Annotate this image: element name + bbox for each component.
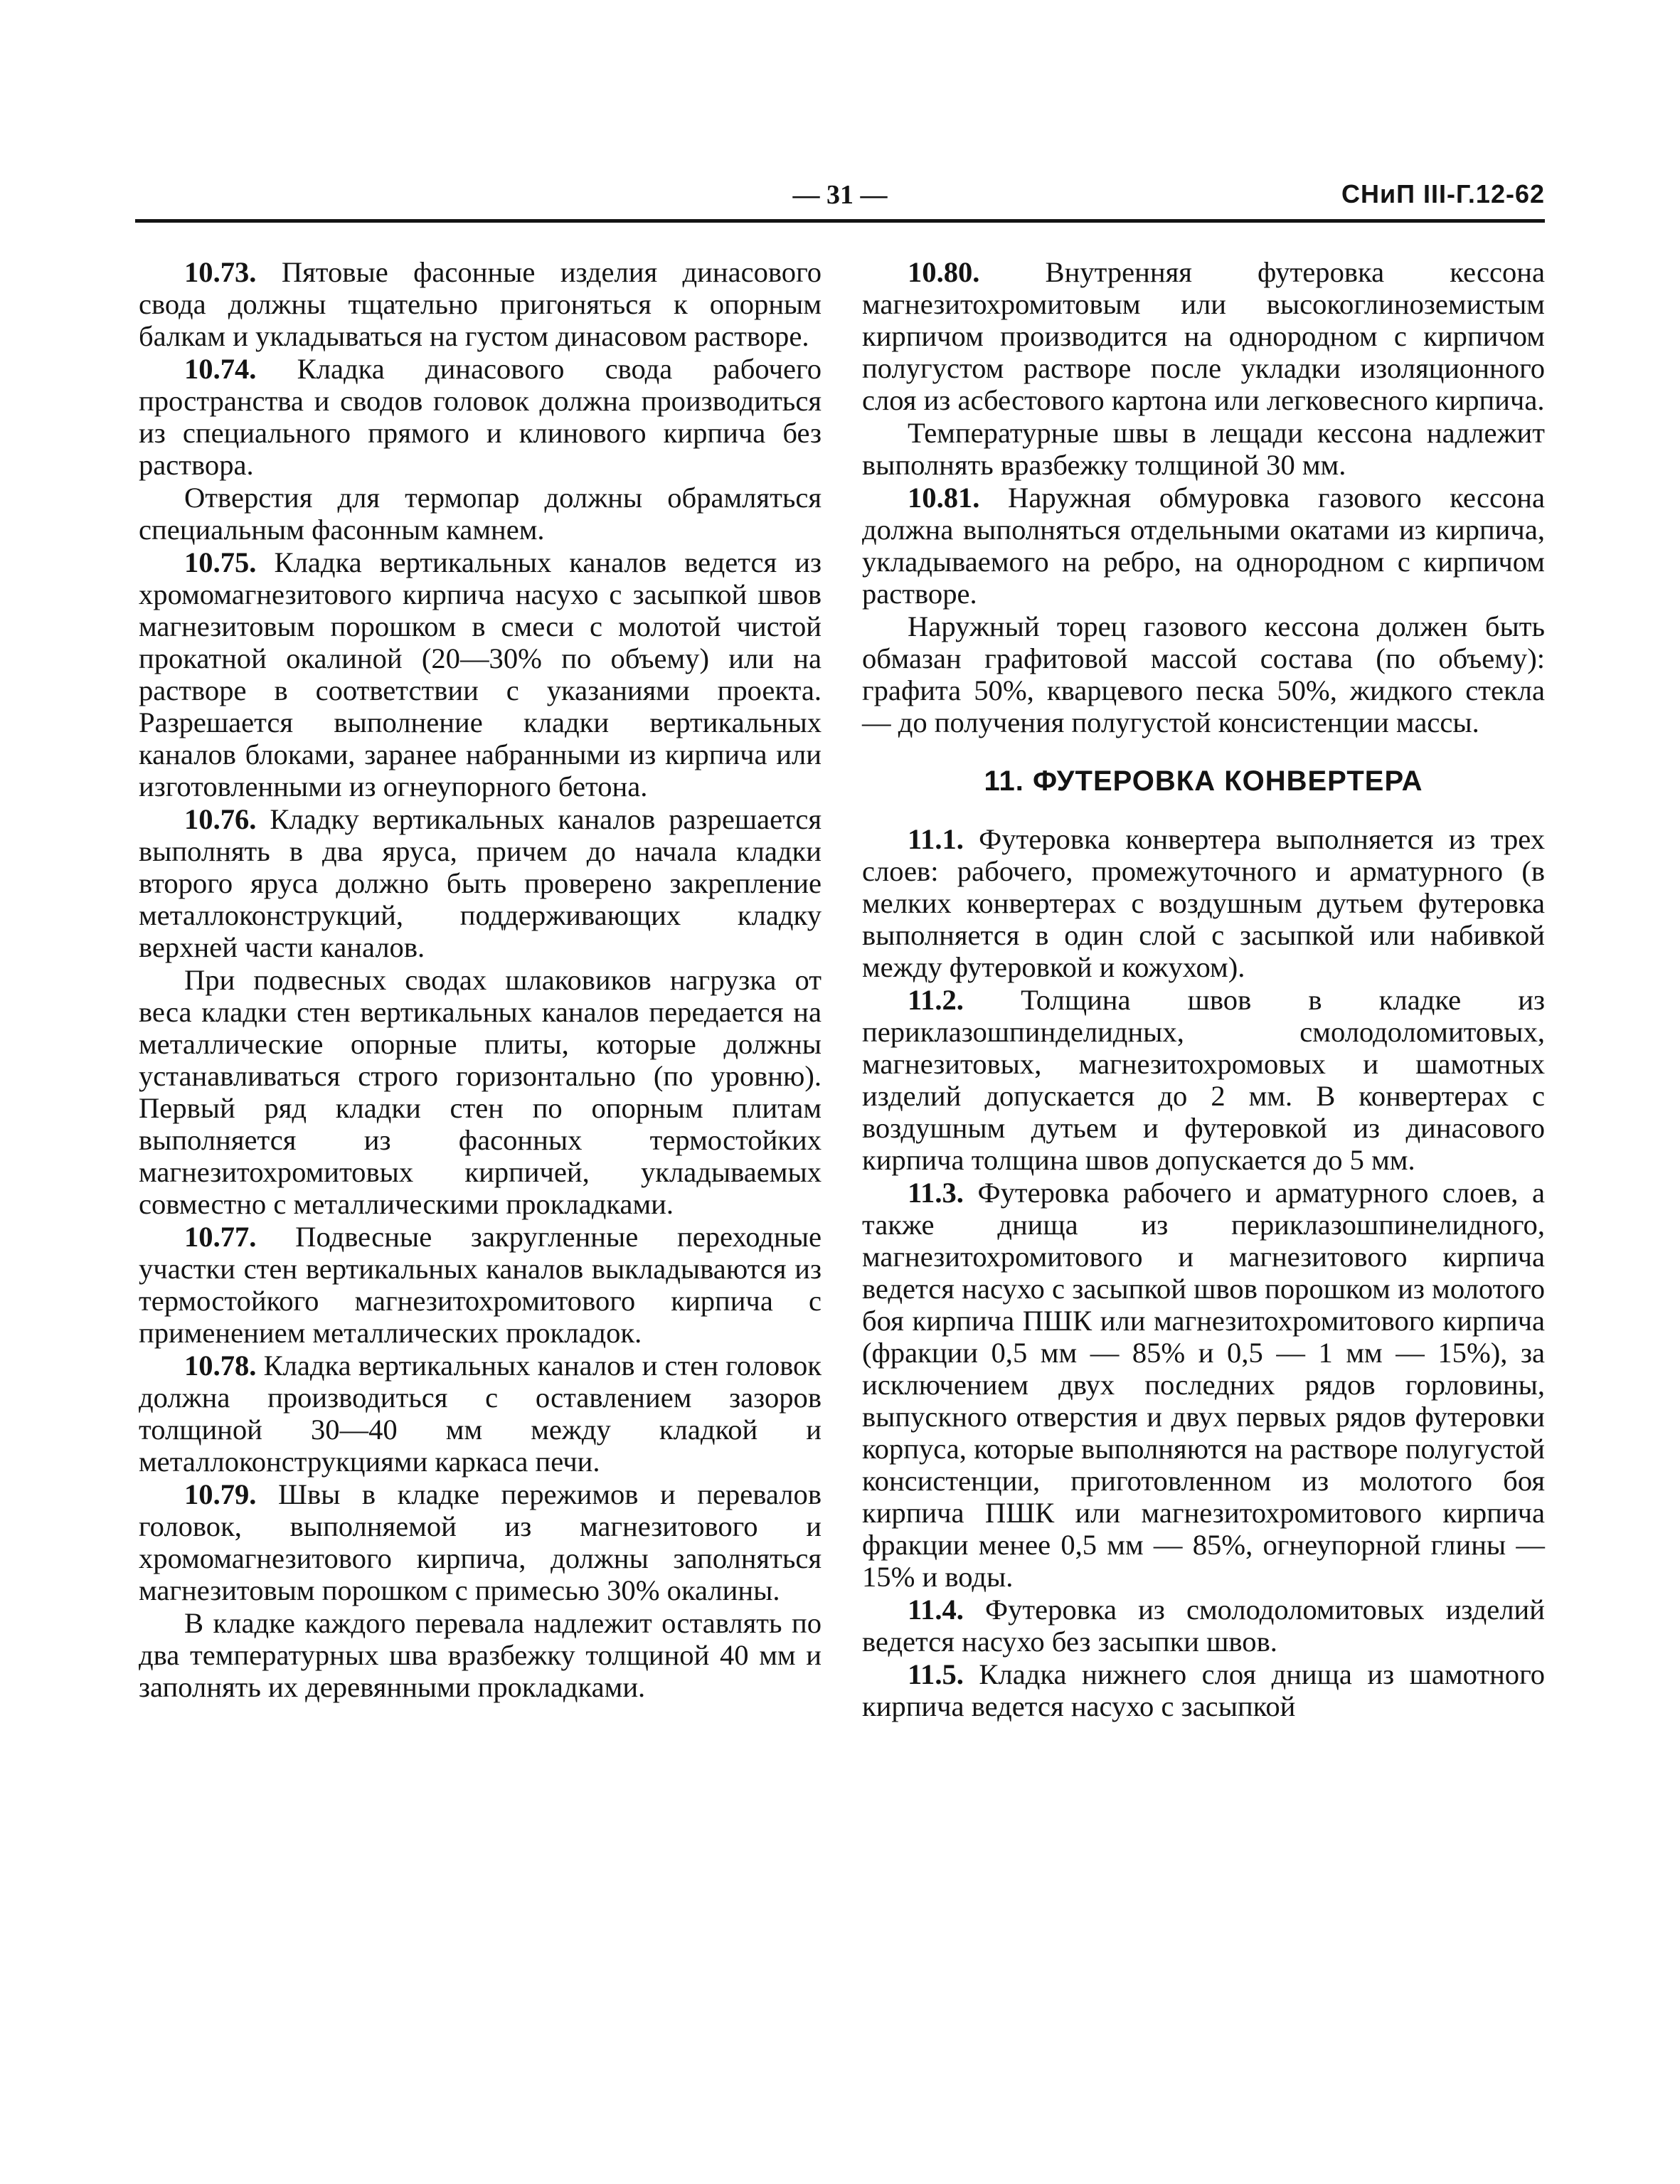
paragraph-10-79: 10.79. Швы в кладке пережимов и перевалов головок, выполняемой из магнезитового и хромомагнезитового кирпича, должны заполняться магнезитовым порошком с примесью 30% окалины.: [139, 1478, 822, 1606]
paragraph-suspended-roofs: При подвесных сводах шлаковиков нагрузка от веса кладки стен вертикальных каналов передается на металлические опорные плиты, которые должны устанавливаться строго горизонтально (по уровню). Первый ряд кладки стен по опорным плитам выполняется из фасонных термостойких магнезитохромитовых кирпичей, укладываемых совместно с металлическими прокладками.: [139, 964, 822, 1220]
paragraph-11-5: 11.5. Кладка нижнего слоя днища из шамотного кирпича ведется насухо с засыпкой: [862, 1658, 1545, 1722]
paragraph-10-81: 10.81. Наружная обмуровка газового кессона должна выполняться отдельными окатами из кирпича, укладываемого на ребро, на однородном с кирпичом растворе.: [862, 482, 1545, 610]
paragraph-thermocouple: Отверстия для термопар должны обрамляться специальным фасонным камнем.: [139, 482, 822, 546]
paragraph-outer-face: Наружный торец газового кессона должен быть обмазан графитовой массой состава (по объему): графита 50%, кварцевого песка 50%, жидкого стекла — до получения полугустой консистенции массы.: [862, 610, 1545, 738]
page-number: — 31 —: [792, 180, 888, 210]
paragraph-expansion-joints: В кладке каждого перевала надлежит оставлять по два температурных шва вразбежку толщиной 40 мм и заполнять их деревянными прокладками.: [139, 1607, 822, 1703]
page-header: [135, 176, 1545, 219]
paragraph-10-75: 10.75. Кладка вертикальных каналов ведется из хромомагнезитового кирпича насухо с засыпкой швов магнезитовым порошком в смеси с молотой чистой прокатной окалиной (20—30% по объему) или на растворе в соответствии с указаниями проекта. Разрешается выполнение кладки вертикальных каналов блоками, заранее набранными из кирпича или изготовленными из огнеупорного бетона.: [139, 546, 822, 802]
section-heading: 11. ФУТЕРОВКА КОНВЕРТЕРА: [984, 765, 1423, 797]
paragraph-10-73: 10.73. Пятовые фасонные изделия динасового свода должны тщательно пригоняться к опорным балкам и укладываться на густом динасовом растворе.: [139, 256, 822, 352]
paragraph-10-74: 10.74. Кладка динасового свода рабочего пространства и сводов головок должна производиться из специального прямого и клинового кирпича без раствора.: [139, 353, 822, 481]
paragraph-10-80: 10.80. Внутренняя футеровка кессона магнезитохромитовым или высокоглиноземистым кирпичом производится на однородном с кирпичом полугустом растворе после укладки изоляционного слоя из асбестового картона или легковесного кирпича.: [862, 256, 1545, 416]
paragraph-11-4: 11.4. Футеровка из смолодоломитовых изделий ведется насухо без засыпки швов.: [862, 1594, 1545, 1658]
document-code: СНиП III-Г.12-62: [1341, 179, 1545, 208]
paragraph-temperature-joints: Температурные швы в лещади кессона надлежит выполнять вразбежку толщиной 30 мм.: [862, 417, 1545, 481]
paragraph-10-77: 10.77. Подвесные закругленные переходные участки стен вертикальных каналов выкладываются из термостойкого магнезитохромитового кирпича с применением металлических прокладок.: [139, 1221, 822, 1349]
paragraph-11-1: 11.1. Футеровка конвертера выполняется из трех слоев: рабочего, промежуточного и арматурного (в мелких конвертерах с воздушным дутьем футеровка выполняется в один слой с засыпкой или набивкой между футеровкой и кожухом).: [862, 823, 1545, 983]
paragraph-10-78: 10.78. Кладка вертикальных каналов и стен головок должна производиться с оставлением зазоров толщиной 30—40 мм между кладкой и металлоконструкциями каркаса печи.: [139, 1350, 822, 1478]
paragraph-11-3: 11.3. Футеровка рабочего и арматурного слоев, а также днища из периклазошпинелидного, магнезитохромитового и магнезитового кирпича ведется насухо с засыпкой швов порошком из молотого боя кирпича ПШК или магнезитохромитового кирпича (фракции 0,5 мм — 85% и 0,5 — 1 мм — 15%), за исключением двух последних рядов горловины, выпускного отверстия и двух первых рядов футеровки корпуса, которые выполняются на растворе полугустой консистенции, приготовленном из молотого боя кирпича ПШК или магнезитохромитового кирпича фракции менее 0,5 мм — 85%, огнеупорной глины — 15% и воды.: [862, 1177, 1545, 1593]
paragraph-10-76: 10.76. Кладку вертикальных каналов разрешается выполнять в два яруса, причем до начала кладки второго яруса должно быть проверено закрепление металлоконструкций, поддерживающих кладку верхней части каналов.: [139, 803, 822, 963]
right-column: [862, 256, 1545, 1722]
paragraph-11-2: 11.2. Толщина швов в кладке из периклазошпинделидных, смолодоломитовых, магнезитовых, магнезитохромовых и шамотных изделий допускается до 2 мм. В конвертерах с воздушным дутьем и футеровкой из динасового кирпича толщина швов допускается до 5 мм.: [862, 984, 1545, 1176]
left-column: [139, 256, 822, 1703]
header-rule: [135, 219, 1545, 223]
